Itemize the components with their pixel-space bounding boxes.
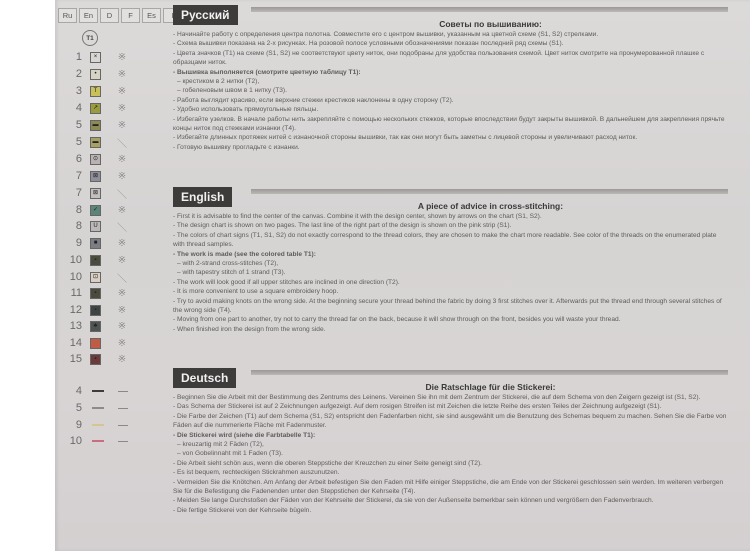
cross-stitch-icon: ※ (117, 254, 127, 266)
cross-stitch-icon: ※ (117, 320, 127, 332)
tapestry-stitch-icon: ＼ (117, 222, 127, 234)
symbol-swatch-icon: ▪ (90, 354, 101, 365)
key-row (58, 134, 127, 150)
instruction-line: – крестиком в 2 нитки (T2), (177, 78, 260, 86)
section-title: Советы по вышиванию: (439, 19, 542, 29)
key-row (58, 235, 127, 251)
symbol-swatch-icon: ⊠ (90, 171, 101, 182)
tapestry-stitch-icon: ＼ (117, 138, 127, 150)
cross-stitch-icon: ※ (117, 287, 127, 299)
thread-number: 6 (75, 153, 82, 165)
symbol-swatch-icon: ⊙ (90, 154, 101, 165)
key-row (58, 335, 127, 351)
key-row (58, 218, 127, 234)
tapestry-stitch-icon: ＼ (117, 273, 127, 285)
instruction-line: - Работа выглядит красиво, если верхние стежки крестиков наклонены в одну сторону (T2). (173, 96, 454, 104)
instruction-line: - Die Farbe der Zeichen (T1) auf dem Schema (S1, S2) entspricht den Fadenfarben nicht, sie sind ausgewählt um die Benutzung des Schemas bequem zu machen. Sehen Sie die Farbe von Fäden auf die nummerierte Fläche mit Fadenmuster. (173, 412, 727, 430)
thread-number: 15 (69, 353, 82, 365)
section-label: Deutsch (173, 368, 236, 388)
thread-number: 4 (75, 102, 82, 114)
key-row (58, 202, 127, 218)
section-body (173, 393, 728, 515)
backstitch-symbol-icon (118, 408, 128, 409)
instruction-line: - Готовую вышивку прогладьте с изнанки. (173, 143, 300, 151)
backstitch-line-icon (92, 407, 104, 409)
backstitch-row (58, 383, 128, 399)
symbol-swatch-icon: ▬ (90, 120, 101, 131)
backstitch-line-icon (92, 440, 104, 442)
symbol-swatch-icon: ↗ (90, 103, 101, 114)
section-russian (173, 5, 728, 152)
symbol-swatch-icon: ⊡ (90, 272, 101, 283)
cross-stitch-icon: ※ (117, 153, 127, 165)
backstitch-line-icon (92, 424, 104, 426)
key-row (58, 318, 127, 334)
instruction-line: - Try to avoid making knots on the wrong side. At the beginning secure your thread behind the fabric by doing 3 first stitches over it. Afterwards put the thread end through several stitches of the wrong side (T4). (173, 297, 722, 315)
instruction-line: - Meiden Sie lange Durchstoßen der Fäden von der Kehrseite der Stickerei, da sie von der Außenseite bemerkbar sein können und vergrößern den Fadenverbrauch. (173, 497, 654, 505)
backstitch-row (58, 417, 128, 433)
symbol-swatch-icon: ▪ (90, 255, 101, 266)
thread-number: 10 (69, 435, 82, 447)
backstitch-symbol-icon (118, 425, 128, 426)
key-row (58, 83, 127, 99)
backstitch-symbol-icon (118, 391, 128, 392)
language-tabs (58, 8, 182, 23)
thread-number: 4 (75, 385, 82, 397)
section-title: A piece of advice in cross-stitching: (417, 201, 564, 211)
instruction-line: - Die Arbeit sieht schön aus, wenn die oberen Steppstiche der Kreuzchen zu einer Seite geneigt sind (T2). (173, 459, 482, 467)
cross-stitch-icon: ※ (117, 51, 127, 63)
thread-number: 9 (75, 237, 82, 249)
thread-number: 3 (75, 85, 82, 97)
thread-number: 2 (75, 68, 82, 80)
cross-stitch-icon: ※ (117, 68, 127, 80)
instruction-line: – гобеленовым швом в 1 нитку (T3). (177, 87, 287, 95)
lang-tab-ru: Ru (58, 8, 77, 23)
instruction-line: - Die Stickerei wird (siehe die Farbtabelle T1): (173, 431, 316, 439)
key-row (58, 252, 127, 268)
key-row (58, 100, 127, 116)
cross-stitch-icon: ※ (117, 337, 127, 349)
instruction-line: - The work will look good if all upper stitches are inclined in one direction (T2). (173, 278, 400, 286)
thread-number: 10 (69, 254, 82, 266)
lang-tab-es: Es (142, 8, 161, 23)
lang-tab-f: F (121, 8, 140, 23)
cross-stitch-icon: ※ (117, 204, 127, 216)
instruction-line: – with tapestry stitch of 1 strand (T3). (177, 269, 286, 277)
lang-tab-d: D (100, 8, 119, 23)
section-title: Die Ratschlage für die Stickerei: (425, 382, 556, 392)
key-row (58, 168, 127, 184)
instruction-line: – kreuzartig mit 2 Fäden (T2), (177, 441, 264, 449)
key-row (58, 302, 127, 318)
thread-number: 7 (75, 187, 82, 199)
thread-number: 1 (75, 51, 82, 63)
lang-tab-en: En (79, 8, 98, 23)
instruction-line: - Vermeiden Sie die Knötchen. Am Anfang der Arbeit befestigen Sie den Faden mit Hilfe einiger Steppstiche, die am Ende von der Stickerei geschlossen sein werden. Im weiteren verbergen Sie für die Befestigung die Fadenenden unter den Steppstichen der Kehrseite (T4). (173, 478, 724, 496)
cross-stitch-icon: ※ (117, 102, 127, 114)
section-label: English (173, 187, 232, 207)
table-t1-label: T1 (82, 30, 98, 46)
instruction-line: - Избегайте узелков. В начале работы нить закрепляйте с помощью нескольких стежков, которые впоследствии будут закрыты вышивкой. В дальнейшем для закрепления прячьте концы ниток под стежками изнанки (T4). (173, 115, 725, 133)
thread-number: 12 (69, 304, 82, 316)
section-body (173, 212, 728, 334)
key-row (58, 351, 127, 367)
backstitch-row (58, 433, 128, 449)
instruction-line: - Die fertige Stickerei von der Kehrseite bügeln. (173, 506, 312, 514)
symbol-swatch-icon: ▬ (90, 137, 101, 148)
symbol-swatch-icon: U (90, 221, 101, 232)
instruction-line: - The colors of chart signs (T1, S1, S2) do not exactly correspond to the thread colors, they are chosen to make the chart more readable. See color of the threads on the enumerated plate with thread samples. (173, 231, 717, 249)
key-row (58, 49, 127, 65)
instruction-line: - Вышивка выполняется (смотрите цветную таблицу T1): (173, 68, 361, 76)
symbol-swatch-icon: ■ (90, 238, 101, 249)
instruction-line: - The work is made (see the colored table T1): (173, 250, 316, 258)
instruction-line: – von Gobelinnaht mit 1 Faden (T3). (177, 450, 283, 458)
thread-number: 13 (69, 320, 82, 332)
backstitch-row (58, 400, 128, 416)
instruction-line: - Цвета значков (T1) на схеме (S1, S2) не соответствуют цвету ниток, они подобраны для удобства пользования схемой. Цвет ниток смотрите на пронумерованной плашке с образцами ниток. (173, 49, 705, 67)
key-row (58, 151, 127, 167)
symbol-swatch-icon: ▪ (90, 288, 101, 299)
thread-number: 10 (69, 271, 82, 283)
symbol-swatch-icon: ✓ (90, 205, 101, 216)
cross-stitch-icon: ※ (117, 85, 127, 97)
thread-number: 14 (69, 337, 82, 349)
instruction-line: - When finished iron the design from the wrong side. (173, 325, 326, 333)
instruction-line: - Удобно использовать прямоугольные пяльцы. (173, 106, 319, 114)
instruction-line: - Moving from one part to another, try not to carry the thread far on the back, because it will show through on the front, besides you will waste your thread. (173, 316, 621, 324)
cross-stitch-icon: ※ (117, 119, 127, 131)
thread-number: 5 (75, 119, 82, 131)
instruction-line: - Избегайте длинных протяжек нитей с изнаночной стороны вышивки, так как они могут быть заметны с лицевой стороны и увеличивают расход ниток. (173, 134, 638, 142)
thread-number: 9 (75, 419, 82, 431)
symbol-swatch-icon (90, 338, 101, 349)
cross-stitch-icon: ※ (117, 304, 127, 316)
thread-number: 5 (75, 136, 82, 148)
instruction-line: - Das Schema der Stickerei ist auf 2 Zeichnungen aufgezeigt. Auf dem rosigen Streifen ist mit Zeichen die letzte Reihe des ersten Teiles der Zeichnung aufgezeigt (S1). (173, 403, 662, 411)
symbol-swatch-icon: • (90, 69, 101, 80)
divider (251, 370, 728, 375)
divider (251, 7, 728, 12)
instruction-line: - It is more convenient to use a square embroidery hoop. (173, 288, 339, 296)
thread-number: 8 (75, 204, 82, 216)
key-row (58, 269, 127, 285)
instruction-line: - Начинайте работу с определения центра полотна. Совместите его с центром вышивки, указанным на цветной схеме (S1, S2) стрелками. (173, 31, 599, 38)
cross-stitch-icon: ※ (117, 353, 127, 365)
instruction-line: - Es ist bequem, rechteckigen Stickrahmen auszunutzen. (173, 469, 340, 477)
instruction-line: – with 2-strand cross-stitches (T2), (177, 260, 279, 268)
thread-number: 11 (70, 287, 82, 299)
section-label: Русский (173, 5, 238, 25)
symbol-swatch-icon: × (90, 52, 101, 63)
symbol-swatch-icon: ⊠ (90, 188, 101, 199)
instruction-line: - The design chart is shown on two pages. The last line of the right part of the design is shown on the pink strip (S1). (173, 222, 512, 230)
instruction-line: - First it is advisable to find the center of the canvas. Combine it with the design center, shown by arrows on the chart (S1, S2). (173, 213, 542, 220)
key-row (58, 66, 127, 82)
cross-stitch-icon: ※ (117, 237, 127, 249)
instruction-line: - Beginnen Sie die Arbeit mit der Bestimmung des Zentrums des Leinens. Vereinen Sie ihn mit dem Zentrum der Stickerei, die auf dem Schema von den Zeigern gezeigt ist (S1, S2). (173, 394, 701, 401)
cross-stitch-icon: ※ (117, 170, 127, 182)
key-row (58, 285, 127, 301)
thread-number: 5 (75, 402, 82, 414)
key-row (58, 185, 127, 201)
backstitch-line-icon (92, 390, 104, 392)
divider (251, 189, 728, 194)
key-row (58, 117, 127, 133)
tapestry-stitch-icon: ＼ (117, 189, 127, 201)
symbol-swatch-icon: ▪ (90, 305, 101, 316)
thread-number: 7 (75, 170, 82, 182)
section-body (173, 30, 728, 152)
symbol-swatch-icon: T (90, 86, 101, 97)
symbol-swatch-icon: ♣ (90, 321, 101, 332)
section-deutsch (173, 368, 728, 515)
thread-number: 8 (75, 220, 82, 232)
section-english (173, 187, 728, 334)
instruction-line: - Схема вышивки показана на 2-х рисунках. На розовой полосе условными обозначениями показан последний ряд схемы (S1). (173, 40, 564, 48)
backstitch-symbol-icon (118, 441, 128, 442)
